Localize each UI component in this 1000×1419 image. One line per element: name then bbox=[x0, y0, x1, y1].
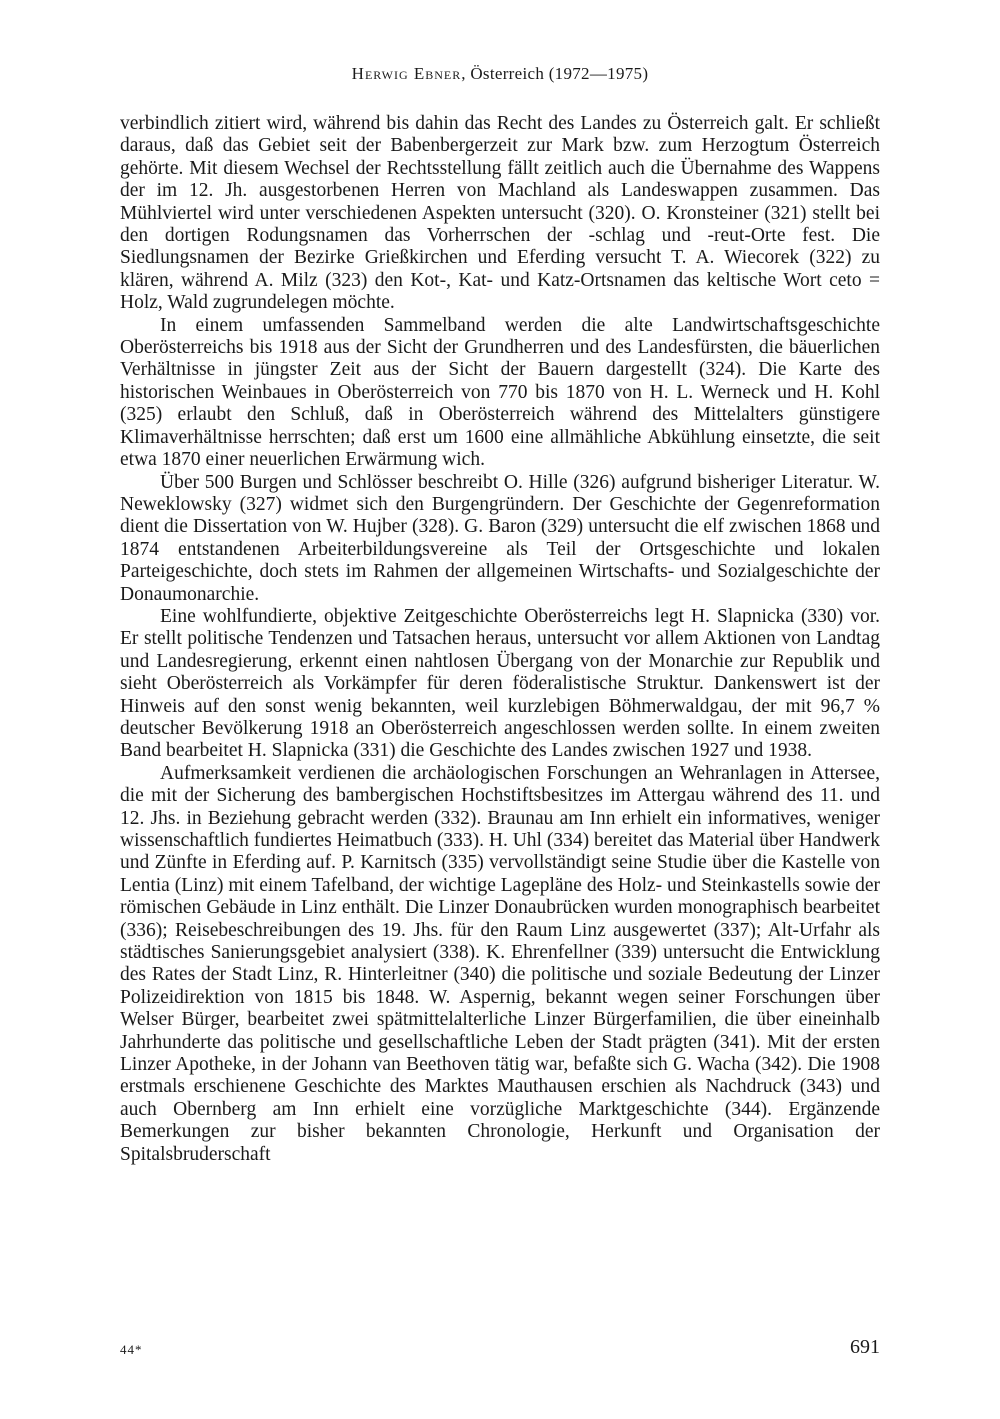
paragraph-3: Über 500 Burgen und Schlösser beschreibt O. Hille (326) aufgrund bisheriger Literatur. W. Neweklowsky (327) widmet sich den Burgengründern. Der Geschichte der Gegenreformation dient die Dissertation von W. Hujber (328). G. Baron (329) untersucht die elf zwischen 1868 und 1874 entstandenen Arbeiterbildungsvereine als Teil der Ortsgeschichte und lokalen Parteigeschichte, doch stets im Rahmen der allgemeinen Wirtschafts- und Sozialgeschichte der Donaumonarchie. bbox=[120, 471, 880, 605]
paragraph-2: In einem umfassenden Sammelband werden die alte Landwirtschaftsgeschichte Oberösterreichs bis 1918 aus der Sicht der Grundherren und des Landesfürsten, die bäuerlichen Verhältnisse in jüngster Zeit aus der Sicht der Bauern dargestellt (324). Die Karte des historischen Weinbaues in Oberösterreich von 770 bis 1870 von H. L. Werneck und H. Kohl (325) erlaubt den Schluß, daß in Oberösterreich während des Mittelalters günstigere Klimaverhältnisse herrschten; daß erst um 1600 eine allmähliche Abkühlung einsetzte, die seit etwa 1870 einer neuerlichen Erwärmung wich. bbox=[120, 314, 880, 471]
paragraph-4: Eine wohlfundierte, objektive Zeitgeschichte Oberösterreichs legt H. Slapnicka (330) vor. Er stellt politische Tendenzen und Tatsachen heraus, untersucht vor allem Aktionen von Landtag und Landesregierung, erkennt einen nahtlosen Übergang von der Monarchie zur Republik und sieht Oberösterreich als Vorkämpfer für deren föderalistische Struktur. Dankenswert ist der Hinweis auf den sonst wenig bekannten, weil kurzlebigen Böhmerwaldgau, der mit 96,7 % deutscher Bevölkerung 1918 an Oberösterreich angeschlossen werden sollte. In einem zweiten Band bearbeitet H. Slapnicka (331) die Geschichte des Landes zwischen 1927 und 1938. bbox=[120, 605, 880, 762]
paragraph-1: verbindlich zitiert wird, während bis dahin das Recht des Landes zu Österreich galt. Er schließt daraus, daß das Gebiet seit der Babenbergerzeit zur Mark bzw. zum Herzogtum Österreich gehörte. Mit diesem Wechsel der Rechtsstellung fällt zeitlich auch die Übernahme des Wappens der im 12. Jh. ausgestorbenen Herren von Machland als Landeswappen zusammen. Das Mühlviertel wird unter verschiedenen Aspekten untersucht (320). O. Kronsteiner (321) stellt bei den dortigen Rodungsnamen das Vorherrschen der -schlag und -reut-Orte fest. Die Siedlungsnamen der Bezirke Grießkirchen und Eferding versucht T. A. Wiecorek (322) zu klären, während A. Milz (323) den Kot-, Kat- und Katz-Ortsnamen das keltische Wort ceto = Holz, Wald zugrundelegen möchte. bbox=[120, 113, 880, 314]
running-head-author: Herwig Ebner bbox=[351, 64, 462, 83]
running-head bbox=[120, 64, 880, 84]
signature-mark: 44* bbox=[120, 1342, 143, 1357]
body-text bbox=[120, 113, 880, 1166]
paragraph-5: Aufmerksamkeit verdienen die archäologischen Forschungen an Wehranlagen in Attersee, die mit der Sicherung des bambergischen Hochstiftsbesitzes im Attergau während des 11. und 12. Jhs. in Beziehung gebracht werden (332). Braunau am Inn erhielt ein informatives, weniger wissenschaftlich fundiertes Heimatbuch (333). H. Uhl (334) bereitet das Material über Handwerk und Zünfte in Eferding auf. P. Karnitsch (335) vervollständigt seine Studie über die Kastelle von Lentia (Linz) mit einem Tafelband, der wichtige Lagepläne des Holz- und Steinkastells sowie der römischen Gebäude in Linz enthält. Die Linzer Donaubrücken wurden monographisch bearbeitet (336); Reisebeschreibungen des 19. Jhs. für den Raum Linz ausgewertet (337); Alt-Urfahr als städtisches Sanierungsgebiet analysiert (338). K. Ehrenfellner (339) untersucht die Entwicklung des Rates der Stadt Linz, R. Hinterleitner (340) die politische und soziale Bedeutung der Linzer Polizeidirektion von 1815 bis 1848. W. Aspernig, bekannt wegen seiner Forschungen über Welser Bürger, bearbeitet zwei spätmittelalterliche Linzer Bürgerfamilien, die über eineinhalb Jahrhunderte das politische und gesellschaftliche Leben der Stadt prägten (341). Mit der ersten Linzer Apotheke, in der Johann van Beethoven tätig war, befaßte sich G. Wacha (342). Die 1908 erstmals erschienene Geschichte des Marktes Mauthausen erschien als Nachdruck (343) und auch Obernberg am Inn erhielt eine vorzügliche Marktgeschichte (344). Ergänzende Bemerkungen zur bisher bekannten Chronologie, Herkunft und Organisation der Spitalsbruderschaft bbox=[120, 762, 880, 1165]
running-head-title: , Österreich (1972—1975) bbox=[461, 64, 649, 83]
page-number: 691 bbox=[850, 1336, 880, 1358]
